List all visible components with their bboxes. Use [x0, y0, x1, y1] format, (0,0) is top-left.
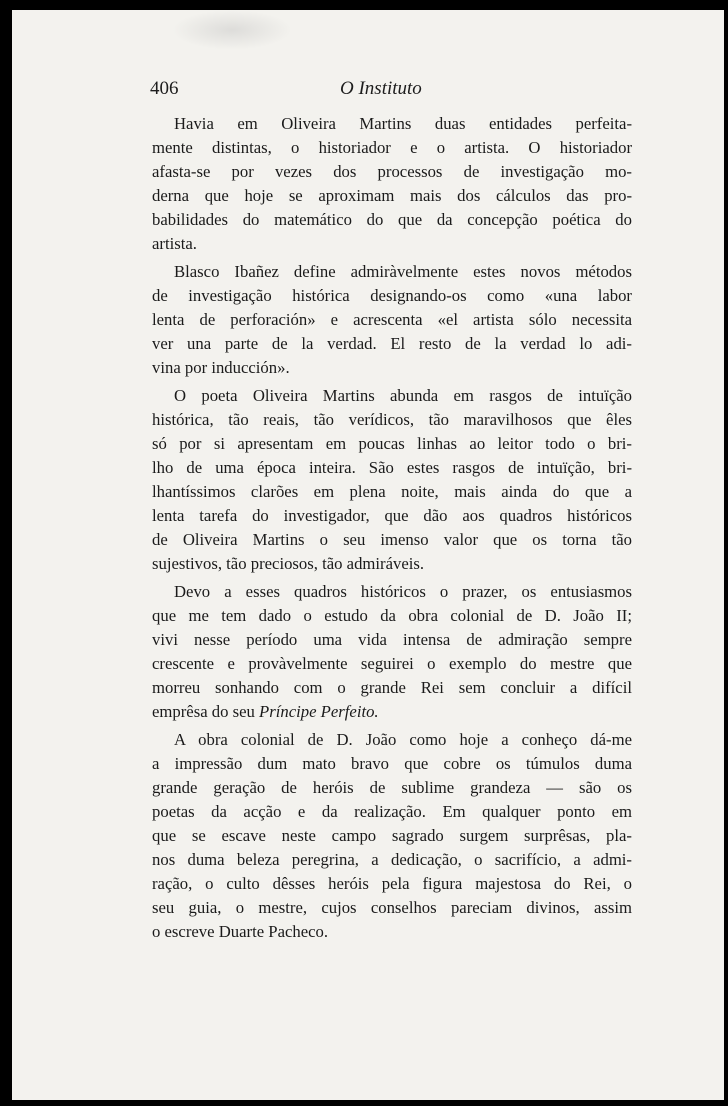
text-line: vina por inducción».	[152, 358, 290, 377]
text-line: o escreve Duarte Pacheco.	[152, 922, 329, 941]
text-line: vivi nesse período uma vida intensa de admiração sempre	[152, 630, 632, 649]
text-line: babilidades do matemático do que da concepção poética do	[152, 210, 632, 229]
text-line	[152, 700, 632, 724]
text-line: lenta de perforación» e acrescenta «el artista sólo necessita	[152, 310, 632, 329]
text-line: de Oliveira Martins o seu imenso valor que os torna tão	[152, 530, 632, 549]
paragraph	[152, 728, 632, 944]
text-line: a impressão dum mato bravo que cobre os túmulos duma	[152, 754, 632, 773]
text-line: grande geração de heróis de sublime grandeza — são os	[152, 778, 632, 797]
text-line: crescente e provàvelmente seguirei o exemplo do mestre que	[152, 654, 632, 673]
paragraph	[152, 112, 632, 256]
text-line: lenta tarefa do investigador, que dão aos quadros históricos	[152, 506, 632, 525]
text-line: Blasco Ibañez define admiràvelmente estes novos métodos	[174, 262, 632, 281]
text-line: A obra colonial de D. João como hoje a conheço dá-me	[174, 730, 632, 749]
running-title: O Instituto	[340, 78, 422, 99]
book-page	[12, 10, 724, 1100]
text-line: artista.	[152, 234, 197, 253]
text-line: poetas da acção e da realização. Em qualquer ponto em	[152, 802, 632, 821]
text-line: morreu sonhando com o grande Rei sem concluir a difícil	[152, 678, 632, 697]
text-line: lho de uma época inteira. São estes rasgos de intuïção, bri-	[152, 458, 632, 477]
paragraph	[152, 580, 632, 724]
text-line: histórica, tão reais, tão verídicos, tão maravilhosos que êles	[152, 410, 632, 429]
text-line: de investigação histórica designando-os como «una labor	[152, 286, 632, 305]
text-line: ver una parte de la verdad. El resto de la verdad lo adi-	[152, 334, 632, 353]
text-segment: emprêsa do seu	[152, 702, 260, 721]
book-title: Príncipe Perfeito.	[259, 702, 379, 721]
text-line: mente distintas, o historiador e o artista. O historiador	[152, 138, 632, 157]
text-line: seu guia, o mestre, cujos conselhos pareciam divinos, assim	[152, 898, 632, 917]
text-line: que se escave neste campo sagrado surgem surprêsas, pla-	[152, 826, 632, 845]
text-line: que me tem dado o estudo da obra colonial de D. João II;	[152, 606, 632, 625]
page-number: 406	[150, 78, 179, 99]
page-header	[150, 74, 632, 102]
text-line: derna que hoje se aproximam mais dos cálculos das pro-	[152, 186, 632, 205]
text-line: só por si apresentam em poucas linhas ao leitor todo o bri-	[152, 434, 632, 453]
scan-smudge	[172, 10, 292, 50]
text-line: Devo a esses quadros históricos o prazer, os entusiasmos	[174, 582, 632, 601]
text-line: ração, o culto dêsses heróis pela figura majestosa do Rei, o	[152, 874, 632, 893]
text-line: Havia em Oliveira Martins duas entidades perfeita-	[174, 114, 632, 133]
text-line: O poeta Oliveira Martins abunda em rasgos de intuïção	[174, 386, 632, 405]
text-line: afasta-se por vezes dos processos de investigação mo-	[152, 162, 632, 181]
text-line: sujestivos, tão preciosos, tão admiráveis.	[152, 554, 425, 573]
body-text	[152, 112, 632, 944]
text-line: nos duma beleza peregrina, a dedicação, o sacrifício, a admi-	[152, 850, 632, 869]
text-line: lhantíssimos clarões em plena noite, mais ainda do que a	[152, 482, 632, 501]
paragraph	[152, 260, 632, 380]
paragraph	[152, 384, 632, 576]
